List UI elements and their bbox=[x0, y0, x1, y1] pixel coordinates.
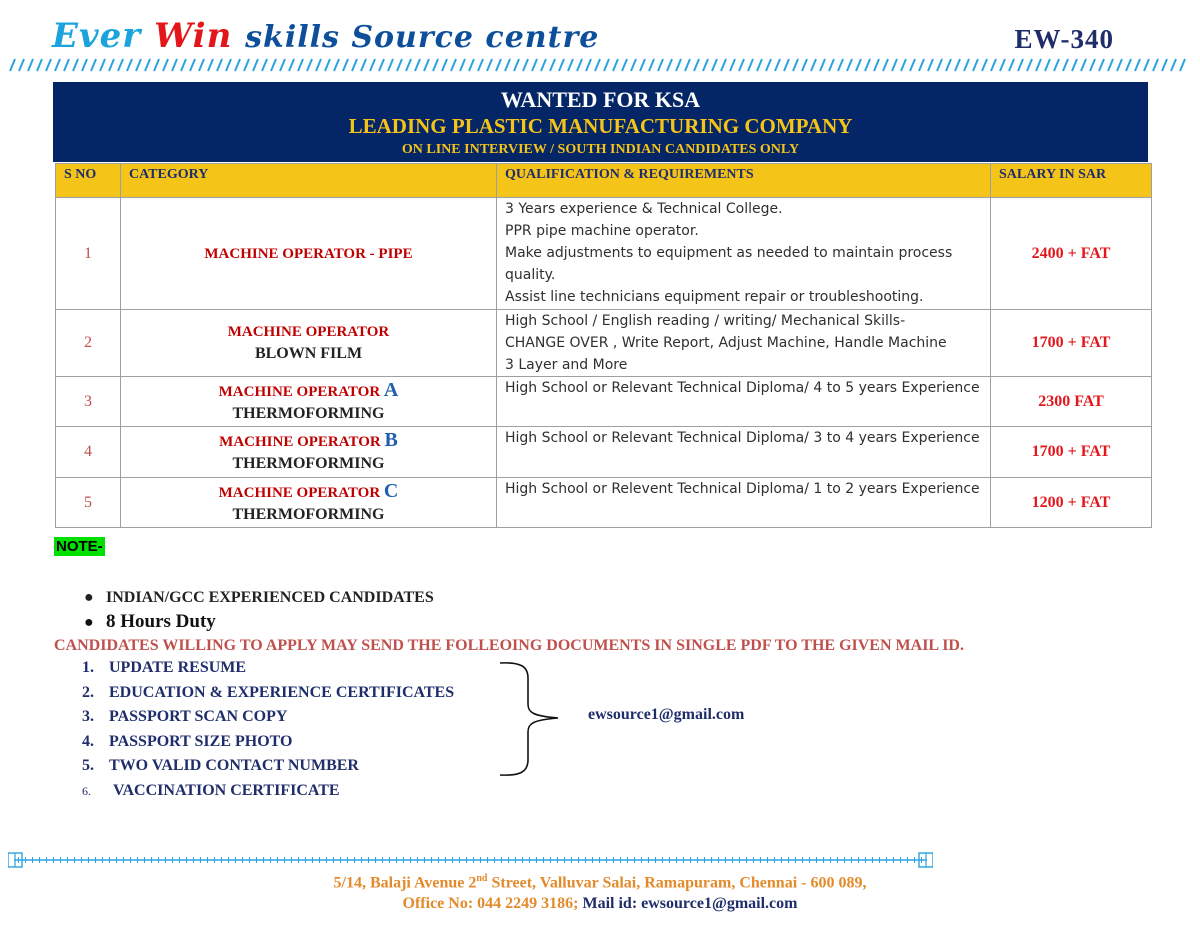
row-sno: 5 bbox=[56, 478, 121, 528]
header-category: CATEGORY bbox=[121, 164, 497, 198]
qualification-line: CHANGE OVER , Write Report, Adjust Machine, Handle Machine bbox=[505, 335, 947, 351]
office-number: Office No: 044 2249 3186; bbox=[402, 895, 579, 913]
table-row bbox=[56, 310, 1152, 377]
documents-list bbox=[82, 656, 454, 804]
row-salary: 1200 + FAT bbox=[991, 478, 1152, 528]
bullet-dot-icon: ● bbox=[84, 589, 94, 606]
decorative-stripe-top bbox=[8, 58, 1188, 72]
banner-interview-note: ON LINE INTERVIEW / SOUTH INDIAN CANDIDATES ONLY bbox=[401, 142, 800, 157]
category-title: MACHINE OPERATOR bbox=[227, 324, 390, 340]
category-subtitle: BLOWN FILM bbox=[254, 345, 363, 362]
list-item: 6. VACCINATION CERTIFICATE bbox=[82, 781, 340, 799]
row-qualification: High School or Relevent Technical Diploma/ 1 to 2 years Experience bbox=[497, 478, 991, 528]
category-title: MACHINE OPERATOR bbox=[218, 383, 381, 400]
table-row bbox=[56, 478, 1152, 528]
row-category bbox=[121, 198, 497, 310]
row-qualification bbox=[497, 198, 991, 310]
header-qualification: QUALIFICATION & REQUIREMENTS bbox=[497, 164, 991, 198]
apply-instructions: CANDIDATES WILLING TO APPLY MAY SEND THE FOLLEOING DOCUMENTS IN SINGLE PDF TO THE GIVEN MAIL ID. bbox=[54, 637, 964, 654]
row-sno: 1 bbox=[56, 198, 121, 310]
category-grade: C bbox=[383, 479, 399, 502]
qualification-line: Make adjustments to equipment as needed to maintain process quality. bbox=[505, 245, 953, 283]
job-code: EW-340 bbox=[1014, 24, 1114, 54]
row-sno: 4 bbox=[56, 427, 121, 478]
title-banner bbox=[53, 82, 1148, 162]
row-salary: 1700 + FAT bbox=[991, 427, 1152, 478]
row-category bbox=[121, 427, 497, 478]
category-subtitle: THERMOFORMING bbox=[232, 455, 385, 472]
banner-company: LEADING PLASTIC MANUFACTURING COMPANY bbox=[348, 114, 853, 138]
banner-title: WANTED FOR KSA bbox=[500, 87, 701, 112]
brand-rest: skills Source centre bbox=[245, 20, 600, 55]
decorative-stripe-bottom bbox=[8, 852, 933, 868]
row-salary: 1700 + FAT bbox=[991, 310, 1152, 377]
brand-ever: Ever bbox=[52, 16, 142, 56]
category-title: MACHINE OPERATOR - PIPE bbox=[204, 245, 413, 262]
category-grade: B bbox=[384, 429, 398, 451]
row-qualification: High School or Relevant Technical Diploma/ 4 to 5 years Experience bbox=[497, 377, 991, 427]
list-item: 3. PASSPORT SCAN COPY bbox=[82, 708, 288, 726]
row-salary: 2300 FAT bbox=[991, 377, 1152, 427]
row-qualification bbox=[497, 310, 991, 377]
bullet-text: INDIAN/GCC EXPERIENCED CANDIDATES bbox=[106, 589, 434, 606]
footer-address: 5/14, Balaji Avenue 2nd Street, Valluvar Salai, Ramapuram, Chennai - 600 089, Office No: 044 2249 3186; Mail id: ewsource1@gmail.com bbox=[333, 873, 867, 913]
table-row bbox=[56, 427, 1152, 478]
qualification-line: 3 Layer and More bbox=[505, 357, 628, 373]
category-grade: A bbox=[383, 378, 399, 401]
contact-email[interactable]: ewsource1@gmail.com bbox=[588, 706, 745, 723]
curly-brace-icon bbox=[498, 660, 568, 778]
qualification-line: PPR pipe machine operator. bbox=[505, 223, 699, 239]
category-title: MACHINE OPERATOR bbox=[218, 484, 381, 501]
row-sno: 3 bbox=[56, 377, 121, 427]
qualification-line: Assist line technicians equipment repair or troubleshooting. bbox=[505, 289, 924, 305]
header-salary: SALARY IN SAR bbox=[991, 164, 1152, 198]
row-salary: 2400 + FAT bbox=[991, 198, 1152, 310]
bullet-text: 8 Hours Duty bbox=[106, 611, 216, 632]
table-row bbox=[56, 377, 1152, 427]
table-header-row bbox=[56, 164, 1152, 198]
note-bullet bbox=[84, 589, 434, 607]
note-bullet bbox=[84, 611, 216, 633]
category-subtitle: THERMOFORMING bbox=[232, 404, 385, 422]
row-category bbox=[121, 310, 497, 377]
list-item: 2. EDUCATION & EXPERIENCE CERTIFICATES bbox=[82, 683, 455, 701]
list-item: 5. TWO VALID CONTACT NUMBER bbox=[82, 757, 359, 775]
bullet-dot-icon: ● bbox=[84, 614, 94, 631]
row-category bbox=[121, 478, 497, 528]
list-item: 1. UPDATE RESUME bbox=[82, 659, 247, 676]
header-sno: S NO bbox=[56, 164, 121, 198]
table-row bbox=[56, 198, 1152, 310]
brand-logo bbox=[52, 16, 599, 56]
row-sno: 2 bbox=[56, 310, 121, 377]
category-title: MACHINE OPERATOR bbox=[219, 434, 381, 450]
row-qualification: High School or Relevant Technical Diploma/ 3 to 4 years Experience bbox=[497, 427, 991, 478]
qualification-line: 3 Years experience & Technical College. bbox=[505, 201, 783, 217]
qualification-line: High School / English reading / writing/ Mechanical Skills- bbox=[505, 313, 906, 329]
list-item: 4. PASSPORT SIZE PHOTO bbox=[82, 732, 293, 750]
footer-mail[interactable]: Mail id: ewsource1@gmail.com bbox=[582, 895, 798, 913]
category-subtitle: THERMOFORMING bbox=[232, 505, 385, 523]
row-category bbox=[121, 377, 497, 427]
note-label: NOTE- bbox=[56, 538, 103, 555]
brand-win: Win bbox=[154, 16, 233, 56]
jobs-table bbox=[55, 163, 1152, 528]
